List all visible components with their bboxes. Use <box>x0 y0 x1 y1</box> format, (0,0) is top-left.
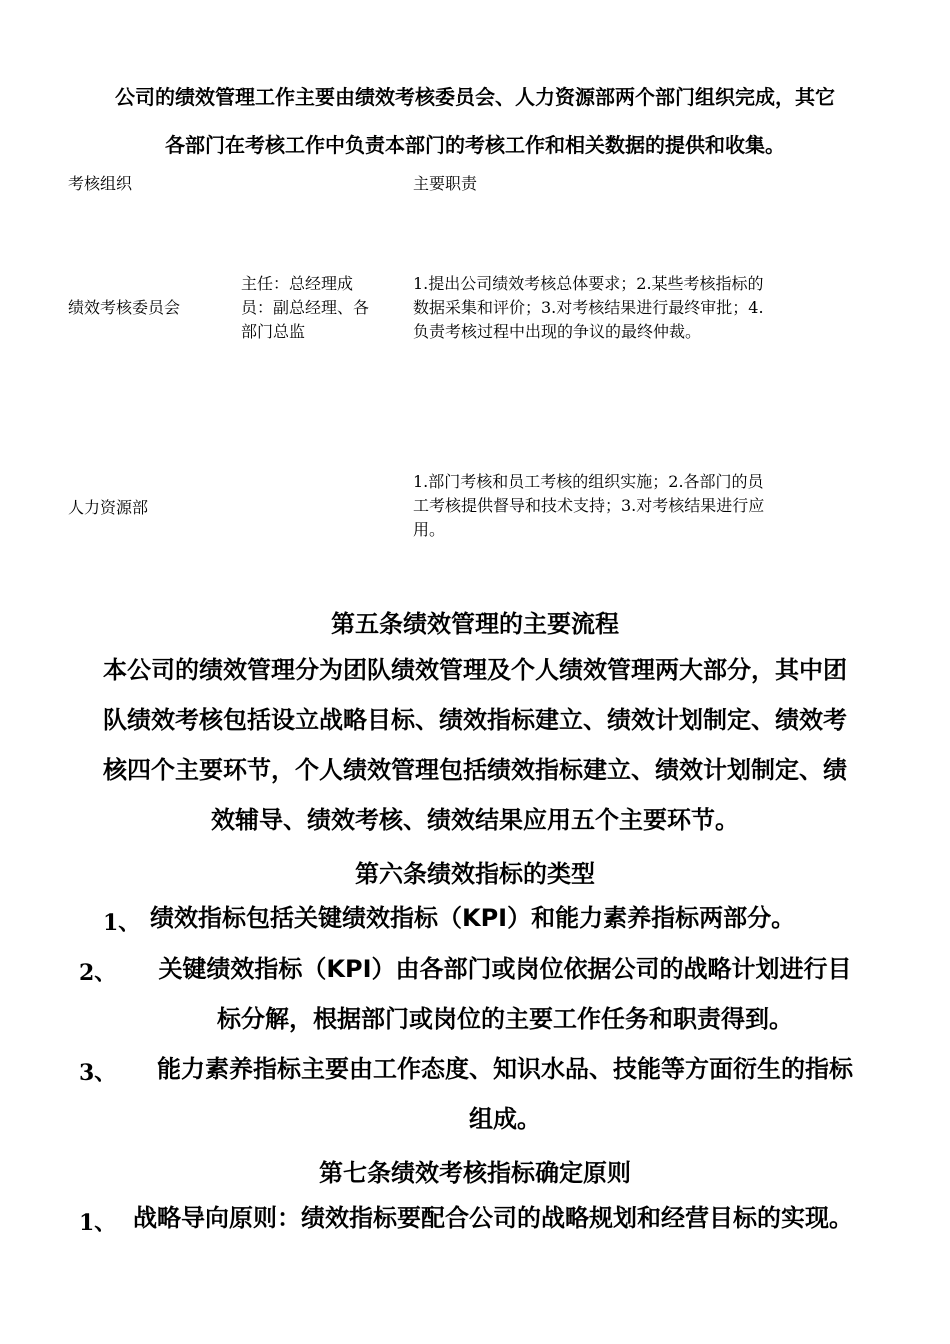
list-item-number: 1、 <box>103 910 141 936</box>
list-item-text: 绩效指标包括关键绩效指标（KPI）和能力素养指标两部分。 <box>150 904 796 932</box>
list-item-number: 2、 <box>79 960 117 986</box>
section7-title: 第七条绩效考核指标确定原则 <box>319 1159 631 1187</box>
section5-line: 效辅导、绩效考核、绩效结果应用五个主要环节。 <box>211 806 739 834</box>
table-cell-members <box>241 272 401 344</box>
duty-line: 负责考核过程中出现的争议的最终仲裁。 <box>413 322 702 341</box>
duty-line: 1.部门考核和员工考核的组织实施；2.各部门的员 <box>413 472 764 491</box>
section5-body <box>70 645 880 845</box>
list-item-line: 能力素养指标主要由工作态度、知识水品、技能等方面衍生的指标 <box>157 1055 853 1083</box>
intro-line-2: 各部门在考核工作中负责本部门的考核工作和相关数据的提供和收集。 <box>165 133 785 157</box>
list-item-line: 关键绩效指标（KPI）由各部门或岗位依据公司的战略计划进行目 <box>158 955 852 983</box>
list-item-text: 战略导向原则：绩效指标要配合公司的战略规划和经营目标的实现。 <box>133 1204 853 1232</box>
section5-line: 队绩效考核包括设立战略目标、绩效指标建立、绩效计划制定、绩效考 <box>103 706 847 734</box>
list-item-line: 组成。 <box>469 1105 541 1133</box>
duty-line: 数据采集和评价；3.对考核结果进行最终审批；4. <box>413 298 764 317</box>
list-item-number: 3、 <box>79 1060 117 1086</box>
table-cell-duty <box>413 470 853 542</box>
section5-line: 本公司的绩效管理分为团队绩效管理及个人绩效管理两大部分，其中团 <box>103 656 847 684</box>
section5-line: 核四个主要环节，个人绩效管理包括绩效指标建立、绩效计划制定、绩 <box>103 756 847 784</box>
intro-line-1: 公司的绩效管理工作主要由绩效考核委员会、人力资源部两个部门组织完成，其它 <box>115 85 835 109</box>
table-header-duty: 主要职责 <box>413 174 478 193</box>
section5-title: 第五条绩效管理的主要流程 <box>331 610 619 638</box>
list-item-number: 1、 <box>79 1210 117 1236</box>
duty-line: 用。 <box>413 520 446 539</box>
table-header-org: 考核组织 <box>68 174 133 193</box>
list-item-text <box>130 944 880 1044</box>
list-item-text <box>130 1044 880 1144</box>
list-item-line: 标分解，根据部门或岗位的主要工作任务和职责得到。 <box>217 1005 793 1033</box>
section6-title: 第六条绩效指标的类型 <box>355 860 595 888</box>
table-cell-duty <box>413 272 853 344</box>
members-line: 部门总监 <box>241 322 306 341</box>
duty-line: 1.提出公司绩效考核总体要求；2.某些考核指标的 <box>413 274 764 293</box>
table-cell-org: 绩效考核委员会 <box>68 298 181 317</box>
members-line: 主任：总经理成 <box>241 274 354 293</box>
members-line: 员：副总经理、各 <box>241 298 370 317</box>
table-cell-org: 人力资源部 <box>68 498 149 517</box>
duty-line: 工考核提供督导和技术支持；3.对考核结果进行应 <box>413 496 765 515</box>
